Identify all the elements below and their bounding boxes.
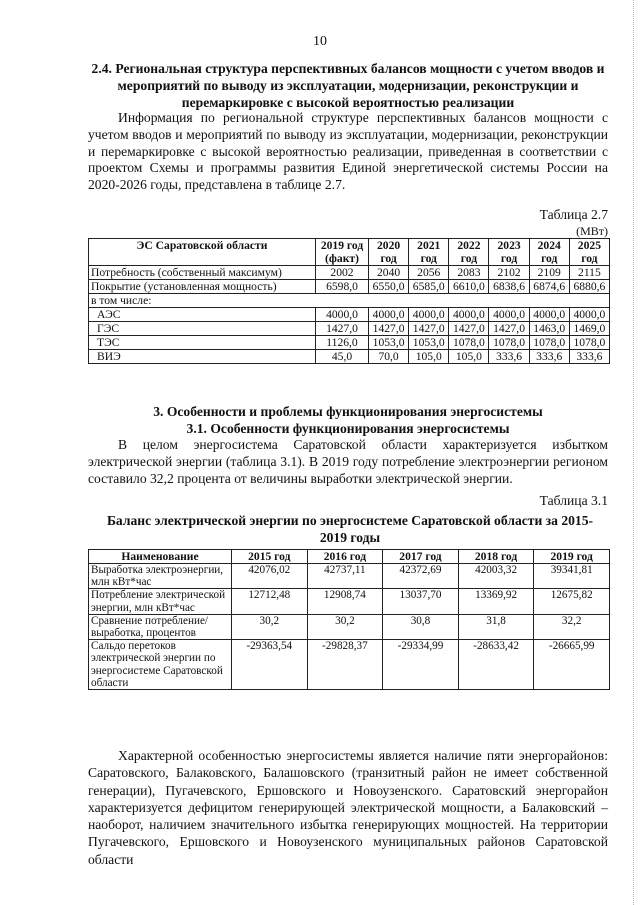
- table-header-cell: 2019 год (факт): [316, 239, 369, 266]
- table-cell: -29828,37: [307, 640, 383, 690]
- table-header-cell: 2025 год: [569, 239, 609, 266]
- table-row: [89, 589, 610, 614]
- table-3-1: [88, 549, 610, 690]
- table-cell: 105,0: [449, 350, 489, 364]
- table-cell: 1427,0: [449, 322, 489, 336]
- table-row: [89, 336, 610, 350]
- table-row: [89, 350, 610, 364]
- table-cell: 1078,0: [569, 336, 609, 350]
- table-cell: 39341,81: [534, 564, 610, 589]
- closing-paragraph: Характерной особенностью энергосистемы является наличие пяти энергорайонов: Саратовского, Балаковского, Балашовского (транзитный район не имеет собственной генерации), Пугачевского, Ершовского и Новоузенского. Саратовский энергорайон характеризуется дефицитом генерирующей электрической мощности, а Балаковский – наоборот, наличием значительного избытка генерирующих мощностей. На территории Пугачевского, Ершовского и Новоузенского муниципальных районов Саратовской области: [88, 748, 608, 867]
- table-cell: 12712,48: [232, 589, 308, 614]
- table-cell: 4000,0: [569, 308, 609, 322]
- table-row: [89, 280, 610, 294]
- table-header-row: [89, 550, 610, 564]
- table-cell: 105,0: [409, 350, 449, 364]
- table-row: [89, 322, 610, 336]
- table-cell: 13037,70: [383, 589, 459, 614]
- table-cell: -29363,54: [232, 640, 308, 690]
- table-cell: 1126,0: [316, 336, 369, 350]
- table-cell: 1427,0: [489, 322, 529, 336]
- table-cell: 4000,0: [316, 308, 369, 322]
- table-row: [89, 266, 610, 280]
- table-cell: 4000,0: [449, 308, 489, 322]
- table-cell: 42076,02: [232, 564, 308, 589]
- table-header-cell: 2020 год: [369, 239, 409, 266]
- row-label: ТЭС: [89, 336, 316, 350]
- table-cell: 6874,6: [529, 280, 569, 294]
- section-3-heading: 3. Особенности и проблемы функционирования энергосистемы: [153, 404, 543, 419]
- section-3-1-paragraph: В целом энергосистема Саратовской области характеризуется избытком электрической энергии (таблица 3.1). В 2019 году потребление электроэнергии регионом составило 32,2 процента от величины выработки электрической энергии.: [88, 437, 608, 486]
- table-cell: 333,6: [529, 350, 569, 364]
- table-row: [89, 614, 610, 639]
- table-cell: 2002: [316, 266, 369, 280]
- table-header-cell: 2016 год: [307, 550, 383, 564]
- table-cell: 42372,69: [383, 564, 459, 589]
- table-row: [89, 640, 610, 690]
- table-cell: 1427,0: [316, 322, 369, 336]
- table-row: [89, 294, 610, 308]
- table-cell: 6610,0: [449, 280, 489, 294]
- table-cell: 2040: [369, 266, 409, 280]
- table-cell: 1427,0: [369, 322, 409, 336]
- table-cell: 2102: [489, 266, 529, 280]
- table-cell: 2056: [409, 266, 449, 280]
- table-cell: 1078,0: [489, 336, 529, 350]
- page-number: 10: [313, 34, 327, 49]
- row-label: Сравнение потребление/ выработка, процентов: [89, 614, 232, 639]
- table-cell: 6880,6: [569, 280, 609, 294]
- table-cell: 1078,0: [529, 336, 569, 350]
- row-label: ВИЭ: [89, 350, 316, 364]
- row-label: Сальдо перетоков электрической энергии по энергосистеме Саратовской области: [89, 640, 232, 690]
- table-header-cell: 2022 год: [449, 239, 489, 266]
- table-cell: 1427,0: [409, 322, 449, 336]
- table-cell: 30,8: [383, 614, 459, 639]
- table-cell: -29334,99: [383, 640, 459, 690]
- table-cell: 1469,0: [569, 322, 609, 336]
- table-cell: 6598,0: [316, 280, 369, 294]
- row-label: ГЭС: [89, 322, 316, 336]
- table-header-cell: 2019 год: [534, 550, 610, 564]
- page-edge-divider: [633, 0, 635, 905]
- table-3-1-label: Таблица 3.1: [539, 493, 608, 508]
- table-header-cell: 2024 год: [529, 239, 569, 266]
- row-label: Потребность (собственный максимум): [89, 266, 316, 280]
- table-cell: 4000,0: [529, 308, 569, 322]
- table-cell: 13369,92: [458, 589, 534, 614]
- table-2-7-unit: (МВт): [576, 224, 608, 238]
- table-header-cell: 2015 год: [232, 550, 308, 564]
- table-cell: 31,8: [458, 614, 534, 639]
- table-cell: -28633,42: [458, 640, 534, 690]
- table-row: [89, 308, 610, 322]
- table-header-cell: 2018 год: [458, 550, 534, 564]
- row-label: в том числе:: [89, 294, 610, 308]
- table-cell: 70,0: [369, 350, 409, 364]
- table-cell: 1053,0: [369, 336, 409, 350]
- table-cell: 2083: [449, 266, 489, 280]
- row-label: Покрытие (установленная мощность): [89, 280, 316, 294]
- table-cell: 42003,32: [458, 564, 534, 589]
- table-cell: 1053,0: [409, 336, 449, 350]
- table-header-cell: 2017 год: [383, 550, 459, 564]
- table-row: [89, 564, 610, 589]
- table-header-cell: 2021 год: [409, 239, 449, 266]
- table-header-cell: Наименование: [89, 550, 232, 564]
- table-2-7-label: Таблица 2.7: [539, 207, 608, 222]
- table-cell: 2115: [569, 266, 609, 280]
- table-cell: 12675,82: [534, 589, 610, 614]
- table-cell: 32,2: [534, 614, 610, 639]
- table-2-7: [88, 238, 610, 364]
- table-cell: 333,6: [569, 350, 609, 364]
- table-cell: 2109: [529, 266, 569, 280]
- table-cell: 4000,0: [409, 308, 449, 322]
- table-cell: -26665,99: [534, 640, 610, 690]
- section-2-4-paragraph: Информация по региональной структуре перспективных балансов мощности с учетом вводов и мероприятий по выводу из эксплуатации, модернизации, реконструкции и перемаркировке с высокой вероятностью реализации, приведенная в соответствии с проектом Схемы и программы развития Единой энергетической системы России на 2020-2026 годы, представлена в таблице 2.7.: [88, 110, 608, 193]
- table-cell: 42737,11: [307, 564, 383, 589]
- table-cell: 4000,0: [369, 308, 409, 322]
- table-header-cell: 2023 год: [489, 239, 529, 266]
- table-cell: 12908,74: [307, 589, 383, 614]
- table-cell: 45,0: [316, 350, 369, 364]
- section-2-4-heading: 2.4. Региональная структура перспективных балансов мощности с учетом вводов и мероприятий по выводу из эксплуатации, модернизации, реконструкции и перемаркировке с высокой вероятностью реализации: [91, 61, 605, 110]
- table-cell: 1463,0: [529, 322, 569, 336]
- table-cell: 6585,0: [409, 280, 449, 294]
- row-label: АЭС: [89, 308, 316, 322]
- section-3-1-heading: 3.1. Особенности функционирования энергосистемы: [186, 421, 510, 436]
- table-cell: 333,6: [489, 350, 529, 364]
- row-label: Выработка электроэнергии, млн кВт*час: [89, 564, 232, 589]
- table-3-1-title: Баланс электрической энергии по энергосистеме Саратовской области за 2015-2019 годы: [106, 513, 594, 545]
- table-cell: 30,2: [307, 614, 383, 639]
- table-cell: 6838,6: [489, 280, 529, 294]
- table-cell: 4000,0: [489, 308, 529, 322]
- table-cell: 30,2: [232, 614, 308, 639]
- row-label: Потребление электрической энергии, млн кВт*час: [89, 589, 232, 614]
- table-header-row: [89, 239, 610, 266]
- table-cell: 1078,0: [449, 336, 489, 350]
- table-cell: 6550,0: [369, 280, 409, 294]
- table-header-cell: ЭС Саратовской области: [89, 239, 316, 266]
